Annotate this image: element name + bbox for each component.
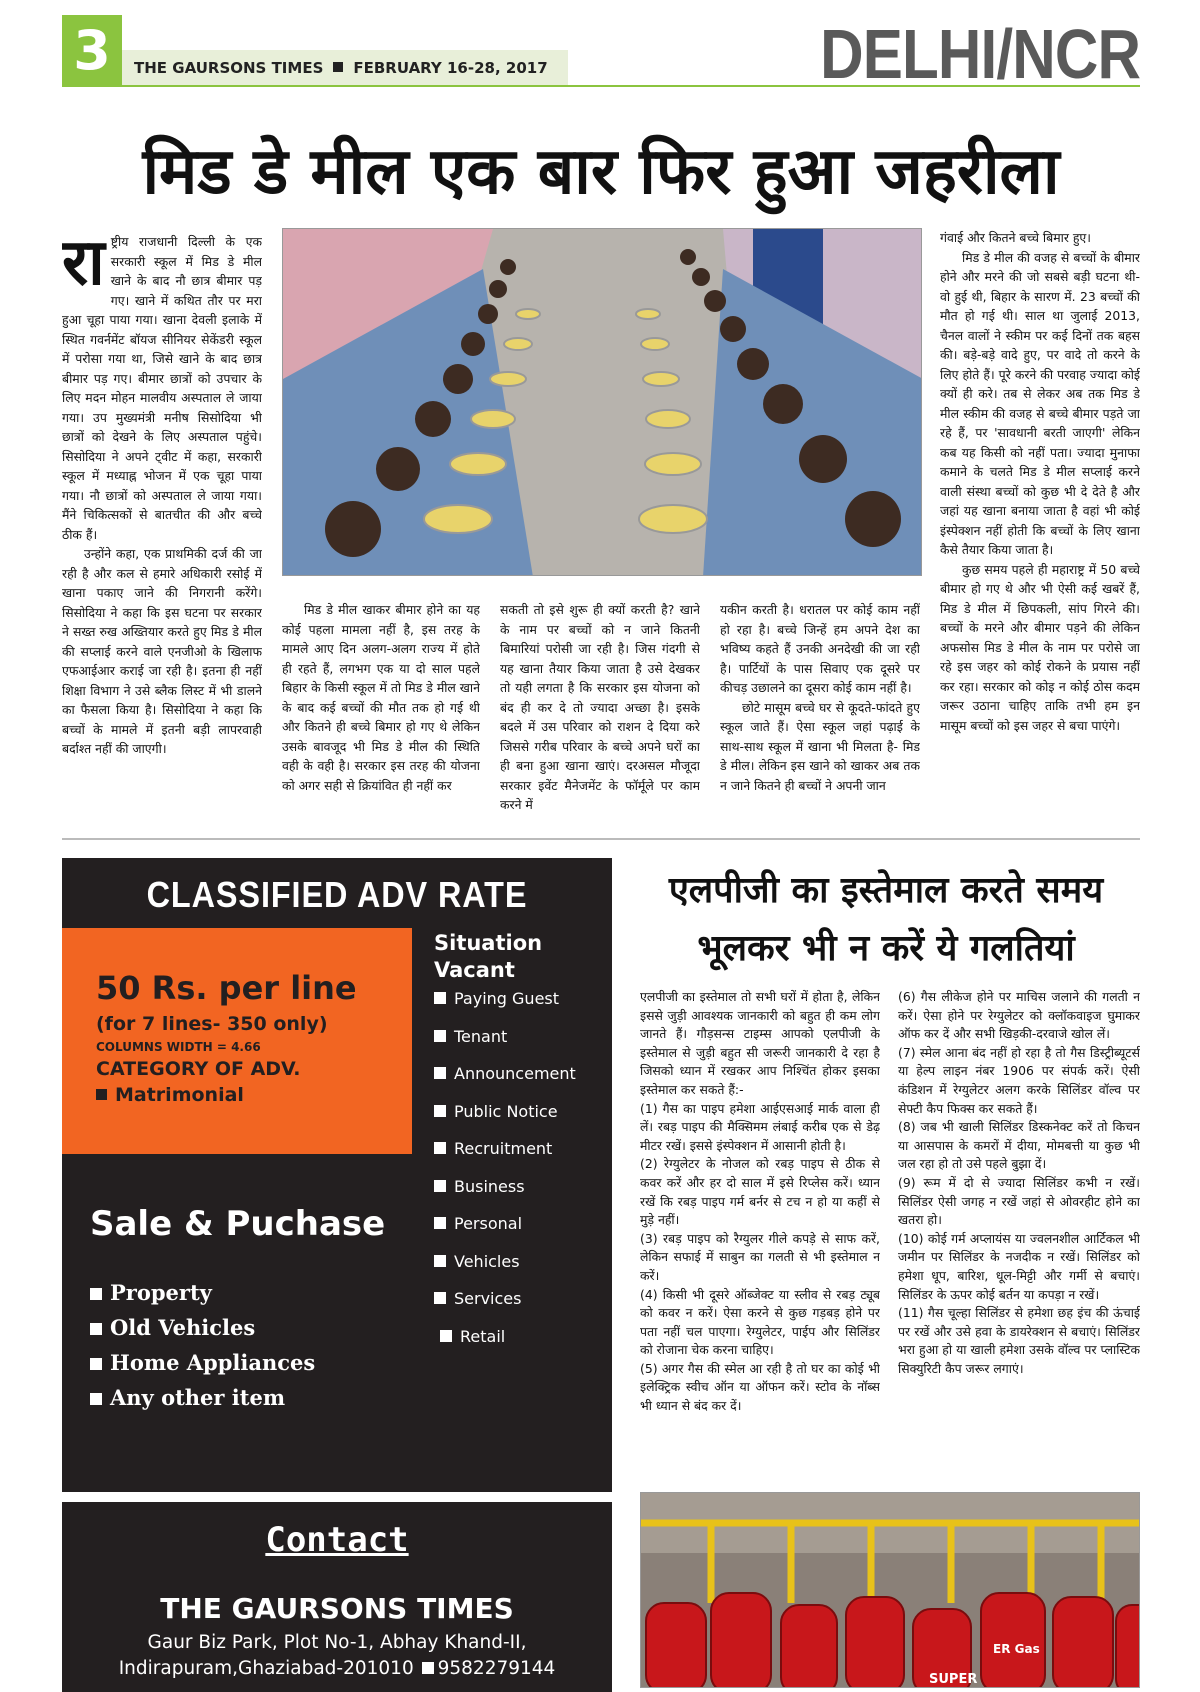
section-divider bbox=[62, 838, 1140, 840]
list-item bbox=[434, 986, 576, 1024]
list-item-label: Announcement bbox=[454, 1064, 576, 1083]
article-column-3 bbox=[500, 600, 700, 832]
bullet-square-icon bbox=[434, 1067, 446, 1079]
contact-publication-name: THE GAURSONS TIMES bbox=[160, 1592, 514, 1625]
lpg-paragraph: एलपीजी का इस्तेमाल तो सभी घरों में होता है, लेकिन इससे जुड़ी आवश्यक जानकारी को बहुत ही कम लोग जानते हैं। गौड़सन्स टाइम्स आपको एलपीजी के इस्तेमाल से जुड़ी बहुत सी जरूरी जानकारी दे रहा है जिसको ध्यान में रखकर आप निश्चिंत होकर इसका इस्तेमाल कर सकते हैं:- bbox=[640, 989, 880, 1097]
rate-panel bbox=[62, 928, 412, 1154]
article-column-1 bbox=[62, 232, 262, 832]
situation-vacant-list bbox=[434, 986, 576, 1361]
lpg-tip: (4) किसी भी दूसरे ऑब्जेक्ट या स्लीव से रबड़ ट्यूब को कवर न करें। ऐसा करने से कुछ गड़बड़ होने पर पता नहीं चल पाएगा। रेग्युलेटर, पाईप और सिलिंडर को रोजाना चेक करना चाहिए। bbox=[640, 1286, 880, 1358]
list-item-label: Tenant bbox=[454, 1026, 508, 1046]
bullet-square-icon bbox=[90, 1358, 102, 1370]
bullet-square-icon bbox=[434, 1255, 446, 1267]
list-item bbox=[434, 1249, 576, 1287]
bullet-square-icon bbox=[434, 1180, 446, 1192]
bullet-square-icon bbox=[440, 1330, 452, 1342]
situation-vacant-title bbox=[434, 930, 542, 984]
contact-title: Contact bbox=[265, 1520, 409, 1560]
rate-per-line: 50 Rs. per line bbox=[96, 969, 357, 1007]
page-number: 3 bbox=[62, 15, 122, 87]
list-item-label: Retail bbox=[460, 1326, 506, 1346]
lpg-headline-line-2: भूलकर भी न करें ये गलतियां bbox=[697, 928, 1075, 969]
article-column-4 bbox=[720, 600, 920, 832]
list-item bbox=[90, 1348, 315, 1383]
list-item-label: Paying Guest bbox=[454, 989, 560, 1008]
section-title: DELHI/NCR bbox=[819, 15, 1140, 93]
bullet-square-icon bbox=[434, 1142, 446, 1154]
lpg-tip: (7) स्मेल आना बंद नहीं हो रहा है तो गैस डिस्ट्रीब्यूटर्स या हेल्प लाइन नंबर 1906 पर संपर्क करें। ऐसी कंडिशन में रेग्युलेटर अलग करके सिलिंडर वॉल्व पर सेफ्टी कैप फिक्स कर सकते हैं। bbox=[898, 1044, 1140, 1116]
contact-address bbox=[62, 1630, 612, 1682]
lpg-tip: (3) रबड़ पाइप को रैग्युलर गीले कपड़े से साफ करें, लेकिन सफाई में साबुन का गलती से भी इस्तेमाल न करें। bbox=[640, 1230, 880, 1283]
category-item bbox=[96, 1082, 412, 1108]
separator-square bbox=[422, 1662, 434, 1674]
article-column-5 bbox=[940, 228, 1140, 832]
separator-square bbox=[333, 62, 343, 72]
category-item-label: Matrimonial bbox=[115, 1084, 244, 1106]
list-item-label: Old Vehicles bbox=[110, 1315, 256, 1340]
lpg-headline-line-1: एलपीजी का इस्तेमाल करते समय bbox=[668, 870, 1104, 911]
article-headline: मिड डे मील एक बार फिर हुआ जहरीला bbox=[142, 135, 1060, 209]
column-3-text: सकती तो इसे शुरू ही क्यों करती है? खाने के नाम पर बच्चों को न जाने कितनी बिमारियां परोसी जा रही है। जिस गंदगी से यह खाना तैयार किया जाता है उसे देखकर तो यही लगता है कि सरकार इस योजना को बंद ही कर दे तो ज्यादा अच्छा है। इसके बदले में उस परिवार को राशन दे दिया करे जिससे गरीब परिवार के बच्चे अपने घरों का ही बना हुआ खाना खाएं। दरअसल मौजूदा सरकार इवेंट मैनेजमेंट के फॉर्मूले पर काम करने में bbox=[500, 602, 700, 812]
list-item-label: Vehicles bbox=[454, 1251, 520, 1271]
bullet-square-icon bbox=[90, 1393, 102, 1405]
lpg-headline bbox=[632, 862, 1140, 978]
bullet-square-icon bbox=[434, 992, 446, 1004]
list-item bbox=[434, 1099, 576, 1137]
address-line-2 bbox=[62, 1656, 612, 1682]
list-item bbox=[434, 1061, 576, 1099]
columns-width: COLUMNS WIDTH = 4.66 bbox=[96, 1040, 261, 1054]
sale-purchase-title: Sale & Puchase bbox=[90, 1204, 386, 1244]
list-item-label: Recruitment bbox=[454, 1139, 553, 1158]
situation-title-line-2: Vacant bbox=[434, 958, 515, 982]
gas-cylinders-photo bbox=[640, 1492, 1140, 1688]
lpg-column-right bbox=[898, 988, 1140, 1478]
rate-note: (for 7 lines- 350 only) bbox=[96, 1013, 328, 1035]
column-4-paragraph-2: छोटे मासूम बच्चे घर से कूदते-फांदते हुए स्कूल जाते हैं। ऐसा स्कूल जहां पढ़ाई के साथ-साथ स्कूल में खाना भी मिलता है- मिड डे मील। लेकिन इस खाने को खाकर अब तक न जाने कितने ही बच्चों ने अपनी जान bbox=[720, 699, 920, 793]
list-item-label: Business bbox=[454, 1176, 525, 1196]
address-city: Indirapuram,Ghaziabad-201010 bbox=[118, 1658, 414, 1679]
children-eating-image bbox=[283, 229, 922, 576]
list-item bbox=[90, 1313, 315, 1348]
situation-title-line-1: Situation bbox=[434, 931, 543, 955]
publication-name: THE GAURSONS TIMES bbox=[134, 59, 324, 77]
column-4-paragraph-1: यकीन करती है। धरातल पर कोई काम नहीं हो रहा है। बच्चे जिन्हें हम अपने देश का भविष्य कहते हैं उनकी अनदेखी की जा रही है। पार्टियों के पास सिवाए एक दूसरे पर कीचड़ उछालने का दूसरा कोई काम नहीं है। bbox=[720, 602, 920, 695]
lpg-tip: (6) गैस लीकेज होने पर माचिस जलाने की गलती न करें। ऐसा होने पर रेग्युलेटर को क्लॉकवाइज घुमाकर ऑफ कर दें और सभी खिड़की-दरवाजे खोल लें। bbox=[898, 989, 1140, 1042]
issue-date: FEBRUARY 16-28, 2017 bbox=[353, 59, 548, 77]
list-item bbox=[434, 1024, 576, 1062]
bullet-square-icon bbox=[90, 1323, 102, 1335]
list-item-label: Public Notice bbox=[454, 1101, 558, 1121]
masthead-strip bbox=[122, 50, 568, 87]
list-item bbox=[434, 1211, 576, 1249]
list-item-label: Services bbox=[454, 1289, 522, 1308]
lpg-tip: (5) अगर गैस की स्मेल आ रही है तो घर का कोई भी इलेक्ट्रिक स्वीच ऑन या ऑफन करें। स्टोव के नॉब्स भी ध्यान से बंद कर दें। bbox=[640, 1360, 880, 1414]
column-5-paragraph-1: गंवाई और कितने बच्चे बिमार हुए। bbox=[940, 230, 1091, 245]
address-line-1: Gaur Biz Park, Plot No-1, Abhay Khand-II, bbox=[147, 1632, 527, 1653]
list-item bbox=[90, 1278, 315, 1313]
bullet-square-icon bbox=[96, 1089, 107, 1100]
lpg-tip: (1) गैस का पाइप हमेशा आईएसआई मार्क वाला ही लें। रबड़ पाइप की मैक्सिमम लंबाई करीब एक से डेढ़ मीटर रखें। इससे इंस्पेक्शन में आसानी होती है। bbox=[640, 1100, 880, 1153]
classified-ad-box bbox=[62, 858, 612, 1492]
lpg-tip: (2) रेग्युलेटर के नोजल को रबड़ पाइप से ठीक से कवर करें और हर दो साल में इसे रिप्लेस करें। ध्यान रखें कि रबड़ पाइप गर्म बर्नर से टच न हो या कहीं से मुड़े नहीं। bbox=[640, 1156, 880, 1228]
list-item-label: Home Appliances bbox=[110, 1350, 316, 1375]
cylinder-brand-text: SUPER bbox=[929, 1672, 978, 1687]
list-item bbox=[434, 1136, 576, 1174]
column-5-paragraph-3: कुछ समय पहले ही महाराष्ट्र में 50 बच्चे बीमार हो गए थे और भी ऐसी कई खबरें हैं, मिड डे मील में छिपकली, सांप गिरने की। बच्चों के मरने और बीमार पड़ने की लेकिन अफसोस मिड डे मील के नाम पर परोसे जा रहे इस जहर को कोई रोकने के प्रयास नहीं कर रहा। सरकार को कोइ न कोई ठोस कदम जरूर उठाना चाहिए ताकि तभी हम इन मासूम बच्चों को इस जहर से बचा पाएंगे। bbox=[940, 561, 1140, 733]
gas-cylinders-image bbox=[641, 1493, 1140, 1688]
bullet-square-icon bbox=[90, 1288, 102, 1300]
lpg-tip: (11) गैस चूल्हा सिलिंडर से हमेशा छह इंच की ऊंचाई पर रखें और उसे हवा के डायरेक्शन से बचाएं। सिलिंडर भरा हुआ हो या खाली हमेशा उसके वॉल्व पर प्लास्टिक सिक्युरिटी कैप जरूर लगाएं। bbox=[898, 1305, 1140, 1376]
sale-purchase-list bbox=[90, 1278, 315, 1418]
list-item bbox=[90, 1383, 315, 1418]
contact-box bbox=[62, 1498, 612, 1692]
column-2-text: मिड डे मील खाकर बीमार होने का यह कोई पहला मामला नहीं है, इस तरह के मामले आए दिन अलग-अलग राज्य में होते ही रहते हैं, लगभग एक या दो साल पहले बिहार के किसी स्कूल में तो मिड डे मील खाने के बाद कई बच्चों की मौत तक हो गई थी और कितने ही बच्चे बिमार हो गए थे लेकिन उसके बावजूद भी मिड डे मील की स्थिति वही के वही है। सरकार इस तरह की योजना को अगर सही से क्रियांवित ही नहीं कर bbox=[282, 602, 480, 793]
list-item-label: Property bbox=[110, 1280, 212, 1305]
lpg-tip: (9) रूम में दो से ज्यादा सिलिंडर कभी न रखें। सिलिंडर ऐसी जगह न रखें जहां से ओवरहीट होने का खतरा हो। bbox=[898, 1174, 1140, 1228]
category-heading: CATEGORY OF ADV. bbox=[96, 1058, 301, 1080]
column-1-paragraph-2: उन्होंने कहा, एक प्राथमिकी दर्ज की जा रही है और कल से हमारे अधिकारी रसोई में खाना पकाए जाने की निगरानी करेंगे। सिसोदिया ने कहा कि इस घटना पर सरकार ने सख्त रुख अख्तियार करते हुए मिड डे मील की सप्लाई करने वाले एनजीओ के खिलाफ एफआईआर कराई जा रही है। इतना ही नहीं शिक्षा विभाग ने उसे ब्लैक लिस्ट में भी डालने का फैसला किया है। सिसोदिया ने कहा कि बच्चों के मामले में इतनी बड़ी लापरवाही बर्दाश्त नहीं की जाएगी। bbox=[62, 546, 262, 756]
list-item-label: Personal bbox=[454, 1214, 523, 1233]
lpg-column-left bbox=[640, 988, 880, 1478]
cylinder-label-text: ER Gas bbox=[993, 1642, 1040, 1656]
bullet-square-icon bbox=[434, 1217, 446, 1229]
contact-phone: 9582279144 bbox=[437, 1658, 556, 1679]
column-5-paragraph-2: मिड डे मील की वजह से बच्चों के बीमार होने और मरने की जो सबसे बड़ी घटना थी- वो हुई थी, बिहार के सारण में. 23 बच्चों की मौत हो गई थी। साल था जुलाई 2013, चैनल वालों ने स्कीम पर कई दिनों तक बहस की। बड़े-बड़े वादे हुए, पर वादे तो करने के लिए होते हैं। पूरे करने की परवाह ज्यादा कोई क्यों ही करे। तब से लेकर अब तक मिड डे मील स्कीम की वजह से बच्चे बीमार पड़ते जा रहे हैं, पर 'सावधानी बरती जाएगी' लेकिन कब यह किसी को नहीं पता। ज्यादा मुनाफा कमाने के चलते मिड डे मील सप्लाई करने वाली संस्था बच्चों को कुछ भी दे देते है और जहां यह खाना बनाया जाता है वहां भी कोई इंस्पेक्शन नहीं होती कि बच्चों के लिए खाना कैसे तैयार किया जाता है। bbox=[940, 249, 1140, 557]
bullet-square-icon bbox=[434, 1105, 446, 1117]
article-column-2 bbox=[282, 600, 480, 832]
lpg-tip: (8) जब भी खाली सिलिंडर डिस्कनेक्ट करें तो किचन या आसपास के कमरों में दीया, मोमबत्ती या कुछ भी जल रहा हो तो उसे पहले बुझा दें। bbox=[898, 1119, 1140, 1172]
list-item bbox=[434, 1324, 576, 1362]
lpg-tip: (10) कोई गर्म अप्लायंस या ज्वलनशील आर्टिकल भी जमीन पर सिलिंडर के नजदीक न रखें। सिलिंडर को हमेशा धूप, बारिश, धूल-मिट्टी और गर्मी से बचाएं। सिलिंडर के ऊपर कोई बर्तन या कपड़ा न रखें। bbox=[898, 1230, 1140, 1302]
bullet-square-icon bbox=[434, 1292, 446, 1304]
column-1-paragraph-1: ष्ट्रीय राजधानी दिल्ली के एक सरकारी स्कूल में मिड डे मील खाने के बाद नौ छात्र बीमार पड़ गए। खाने में कथित तौर पर मरा हुआ चूहा पाया गया। खाना देवली इलाके में स्थित गवर्नमेंट बॉयज सीनियर सेकेंडरी स्कूल में परोसा गया था, जिसे खाने के बाद छात्र बीमार पड़ गए। बीमार छात्रों को उपचार के लिए मदन मोहन मालवीय अस्पताल ले जाया गया। उप मुख्यमंत्री मनीष सिसोदिया भी छात्रों को देखने के लिए अस्पताल पहुंचे। सिसोदिया ने अपने ट्वीट में कहा, सरकारी स्कूल में मध्याह्न भोजन में एक चूहा पाया गया। नौ छात्रों को अस्पताल ले जाया गया। मैंने चिकित्सकों से बातचीत की और बच्चे ठीक हैं। bbox=[62, 234, 262, 542]
classified-title: CLASSIFIED ADV RATE bbox=[146, 874, 528, 915]
bullet-square-icon bbox=[434, 1030, 446, 1042]
list-item-label: Any other item bbox=[110, 1385, 286, 1410]
list-item bbox=[434, 1174, 576, 1212]
children-eating-photo bbox=[282, 228, 922, 576]
list-item bbox=[434, 1286, 576, 1324]
drop-cap: रा bbox=[62, 232, 105, 300]
